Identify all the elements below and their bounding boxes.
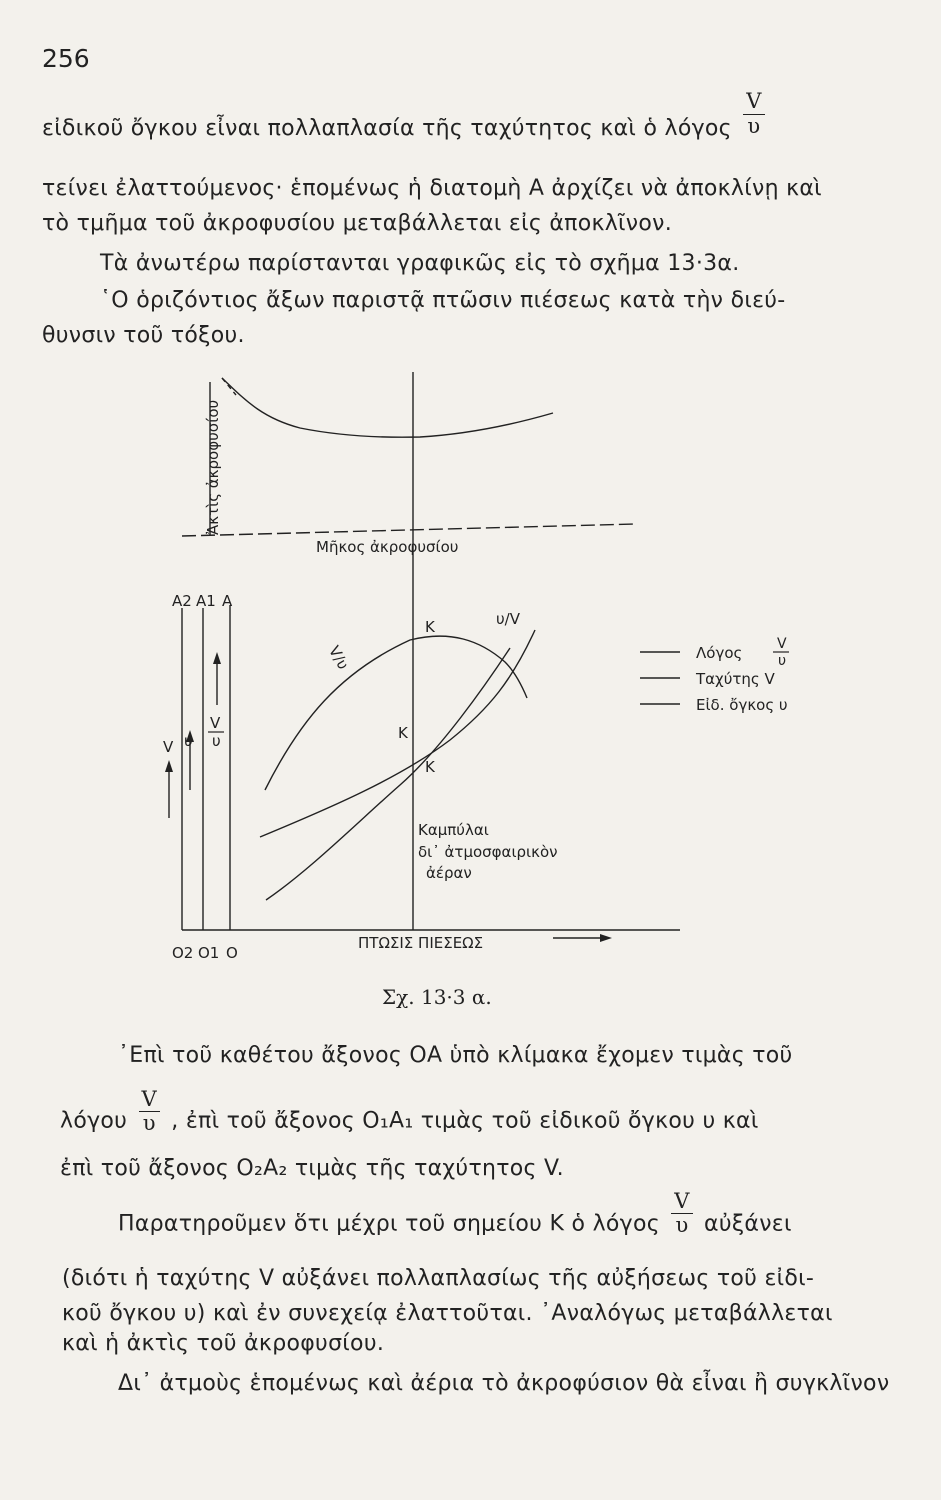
axis-label-o: O [226,944,238,962]
p1-line-1: ᾽Επὶ τοῦ καθέτου ἄξονος ΟΑ ὑπὸ κλίμακα ἔχομεν τιμὰς τοῦ [118,1043,793,1068]
arrowhead-pressure [600,934,612,942]
p1-fraction-denominator: υ [142,1111,156,1136]
fraction-denominator: υ [747,113,761,138]
label-u: υ [184,732,193,750]
text-line-3: τὸ τμῆμα τοῦ ἀκροφυσίου μεταβάλλεται εἰς ἀποκλῖνον. [42,211,673,236]
p2-line-4: καὶ ἡ ἀκτὶς τοῦ ἀκροφυσίου. [62,1331,385,1356]
p2-fraction [671,1190,692,1237]
legend-volume: Εἰδ. ὄγκος υ [696,696,788,714]
air-note-line-3: ἀέραν [426,864,472,882]
legend-velocity: Ταχύτης V [696,670,775,688]
text-line-5: ῾Ο ὁριζόντιος ἄξων παριστᾷ πτῶσιν πιέσεως κατὰ τὴν διεύ- [100,288,786,313]
p3-line-1: Δι᾽ ἀτμοὺς ἑπομένως καὶ ἀέρια τὸ ἀκροφύσιον θὰ εἶναι ἢ συγκλῖνον [118,1371,890,1396]
arrowhead-vu [213,652,221,664]
p2-line-3: κοῦ ὄγκου υ) καὶ ἐν συνεχείᾳ ἐλαττοῦται. ᾽Αναλόγως μεταβάλλεται [62,1301,833,1326]
top-x-label: Μῆκος ἀκροφυσίου [316,538,459,556]
p2-fraction-numerator: V [671,1190,692,1214]
curve-ratio-vu [265,636,527,790]
page-number: 256 [42,44,90,73]
label-v: V [163,738,174,756]
p1-line-3: ἐπὶ τοῦ ἄξονος Ο₂Α₂ τιμὰς τῆς ταχύτητος V. [60,1156,564,1181]
figure-caption: Σχ. 13·3 α. [382,985,492,1009]
nozzle-axis-line [182,524,636,536]
axis-label-a1: A1 [196,592,216,610]
fraction-numerator: V [743,90,764,114]
label-vu-den: υ [212,732,221,750]
legend-ratio: Λόγος [696,644,743,662]
p1-line-2 [60,1087,759,1136]
nozzle-curve-dash [222,378,236,395]
p2-line-1-end: αὐξάνει [704,1211,792,1237]
p1-line-2-end: , ἐπὶ τοῦ ἄξονος Ο₁Α₁ τιμὰς τοῦ εἰδικοῦ ὄγκου υ καὶ [171,1108,759,1134]
p2-line-1 [118,1189,792,1238]
point-k-mid: K [398,724,408,742]
air-note-line-1: Καμπύλαι [418,821,489,839]
pressure-drop-label: ΠΤΩΣΙΣ ΠΙΕΣΕΩΣ [358,934,484,952]
p1-fraction-numerator: V [139,1088,160,1112]
curve-label-vu: V/υ [324,642,353,673]
axis-label-a2: A2 [172,592,192,610]
curve-specific-volume [266,648,510,900]
legend-ratio-num: V [777,636,787,652]
legend-ratio-den: υ [778,653,787,669]
p2-fraction-denominator: υ [675,1213,689,1238]
text-line-1-main: εἰδικοῦ ὄγκου εἶναι πολλαπλασία τῆς ταχύτητος καὶ ὁ λόγος [42,116,732,141]
text-line-6: θυνσιν τοῦ τόξου. [42,323,245,348]
axis-label-o1: O1 [198,944,220,962]
air-note-line-2: δι᾽ ἀτμοσφαιρικὸν [418,843,558,861]
text-line-4: Τὰ ἀνωτέρω παρίστανται γραφικῶς εἰς τὸ σχῆμα 13·3α. [100,251,740,276]
arrowhead-v [165,760,173,772]
p1-fraction [139,1088,160,1135]
axis-label-o2: O2 [172,944,194,962]
point-k-low: K [425,758,435,776]
top-y-label: Ἀκτὶς ἀκροφυσίου [204,399,222,535]
p2-line-1-start: Παρατηροῦμεν ὅτι μέχρι τοῦ σημείου Κ ὁ λόγος [118,1211,660,1237]
p1-line-2-start: λόγου [60,1108,128,1134]
p2-line-2: (διότι ἡ ταχύτης V αὐξάνει πολλαπλασίως τῆς αὐξήσεως τοῦ εἰδι- [62,1266,815,1291]
curve-label-uv: υ/V [496,610,520,628]
text-line-2: τείνει ἐλαττούμενος· ἑπομένως ἡ διατομὴ Α ἀρχίζει νὰ ἀποκλίνῃ καὶ [42,176,822,201]
label-vu-num: V [210,714,221,732]
nozzle-radius-curve [222,378,553,437]
point-k-top: K [425,618,435,636]
axis-label-a: A [222,592,233,610]
